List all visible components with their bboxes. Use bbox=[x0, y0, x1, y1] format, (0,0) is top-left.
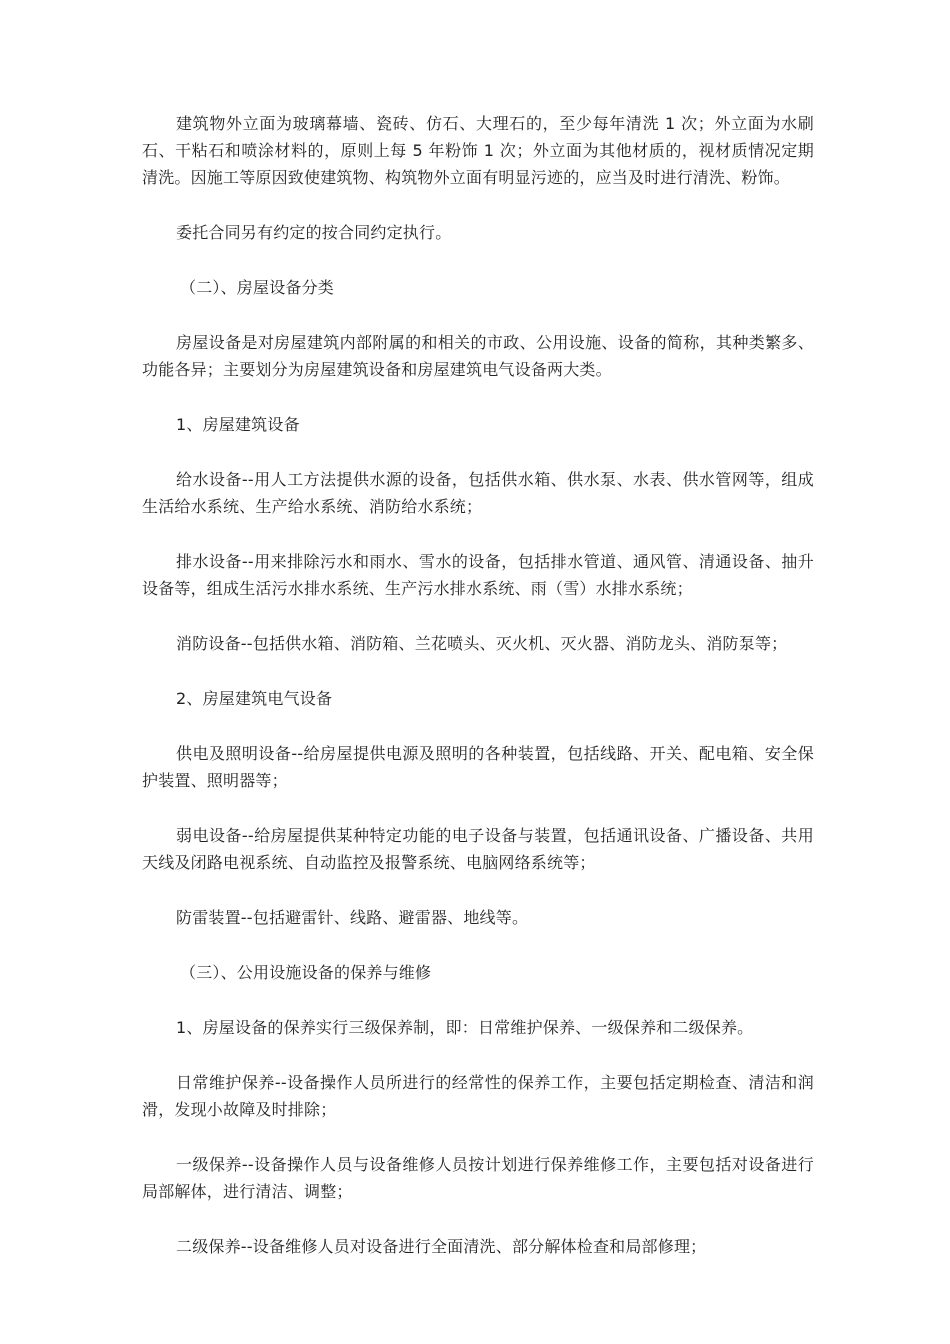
subheading-building-equipment: 1、房屋建筑设备 bbox=[176, 415, 300, 434]
paragraph-lightning-protection: 防雷装置--包括避雷针、线路、避雷器、地线等。 bbox=[176, 908, 529, 927]
paragraph-water-supply: 给水设备--用人工方法提供水源的设备，包括供水箱、供水泵、水表、供水管网等，组成生活给水系统、生产给水系统、消防给水系统； bbox=[142, 470, 814, 516]
paragraph-daily-maintenance: 日常维护保养--设备操作人员所进行的经常性的保养工作，主要包括定期检查、清洁和润滑，发现小故障及时排除； bbox=[142, 1073, 814, 1119]
paragraph-facade-cleaning: 建筑物外立面为玻璃幕墙、瓷砖、仿石、大理石的，至少每年清洗 1 次；外立面为水刷石、干粘石和喷涂材料的，原则上每 5 年粉饰 1 次；外立面为其他材质的，视材质情况定期清洗。因施工等原因致使建筑物、构筑物外立面有明显污迹的，应当及时进行清洗、粉饰。 bbox=[142, 114, 814, 187]
paragraph-three-level-maintenance: 1、房屋设备的保养实行三级保养制，即：日常维护保养、一级保养和二级保养。 bbox=[176, 1018, 754, 1037]
paragraph-second-level-maintenance: 二级保养--设备维修人员对设备进行全面清洗、部分解体检查和局部修理； bbox=[176, 1237, 707, 1256]
paragraph-fire-equipment: 消防设备--包括供水箱、消防箱、兰花喷头、灭火机、灭火器、消防龙头、消防泵等； bbox=[176, 634, 788, 653]
subheading-electrical-equipment: 2、房屋建筑电气设备 bbox=[176, 689, 333, 708]
paragraph-power-lighting: 供电及照明设备--给房屋提供电源及照明的各种装置，包括线路、开关、配电箱、安全保护装置、照明器等； bbox=[142, 744, 814, 790]
section-heading-equipment-classification: （二）、房屋设备分类 bbox=[180, 278, 335, 297]
document-page bbox=[142, 110, 814, 1288]
section-heading-maintenance: （三）、公用设施设备的保养与维修 bbox=[180, 963, 432, 982]
paragraph-drainage: 排水设备--用来排除污水和雨水、雪水的设备，包括排水管道、通风管、清通设备、抽升设备等，组成生活污水排水系统、生产污水排水系统、雨（雪）水排水系统； bbox=[142, 552, 814, 598]
paragraph-weak-current: 弱电设备--给房屋提供某种特定功能的电子设备与装置，包括通讯设备、广播设备、共用天线及闭路电视系统、自动监控及报警系统、电脑网络系统等； bbox=[142, 826, 814, 872]
paragraph-equipment-definition: 房屋设备是对房屋建筑内部附属的和相关的市政、公用设施、设备的简称，其种类繁多、功能各异；主要划分为房屋建筑设备和房屋建筑电气设备两大类。 bbox=[142, 333, 814, 379]
paragraph-first-level-maintenance: 一级保养--设备操作人员与设备维修人员按计划进行保养维修工作，主要包括对设备进行局部解体，进行清洁、调整； bbox=[142, 1155, 814, 1201]
paragraph-contract-note: 委托合同另有约定的按合同约定执行。 bbox=[176, 223, 452, 242]
